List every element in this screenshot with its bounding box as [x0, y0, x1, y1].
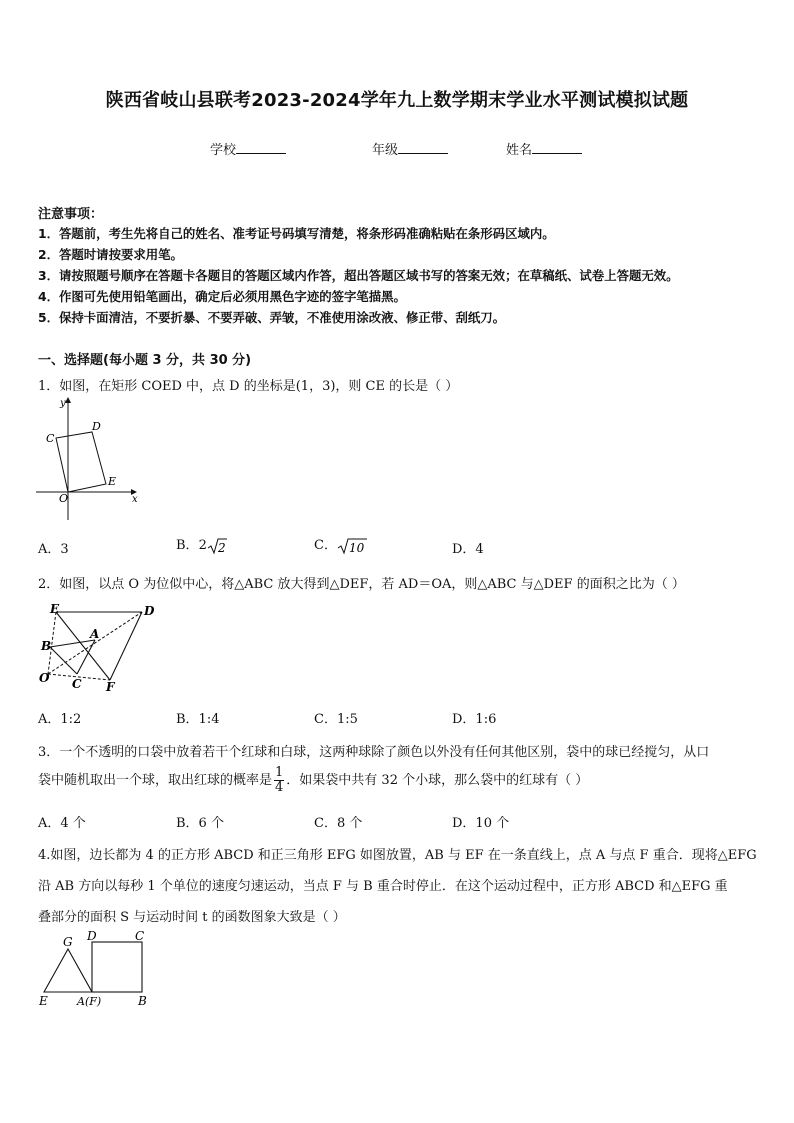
label-d: D	[92, 420, 101, 433]
segment-fe	[56, 612, 110, 680]
label-e: E	[50, 602, 60, 616]
question-1-option-a[interactable]: A．3	[38, 542, 69, 557]
sqrt-symbol	[207, 537, 227, 555]
notice-item: 5．保持卡面清洁，不要折暴、不要弄破、弄皱，不准使用涂改液、修正带、刮纸刀。	[38, 310, 506, 325]
label-f: F	[106, 680, 115, 694]
question-4-figure	[34, 928, 164, 1010]
label-e: E	[39, 994, 48, 1008]
label-o: O	[39, 671, 50, 685]
notice-item: 4．作图可先使用铅笔画出，确定后必须用黑色字迹的签字笔描黑。	[38, 289, 406, 304]
label-e: E	[108, 475, 117, 488]
fraction-numerator: 1	[275, 765, 284, 780]
label-d: D	[144, 604, 155, 618]
section-heading: 一、选择题(每小题 3 分，共 30 分)	[38, 353, 252, 368]
question-3-line-1: 3．一个不透明的口袋中放着若干个红球和白球，这两种球除了颜色以外没有任何其他区别，袋中的球已经搅匀，从口	[38, 745, 710, 760]
label-c: C	[46, 432, 55, 445]
fraction-denominator: 4	[275, 780, 284, 795]
question-3-option-b[interactable]: B．6 个	[176, 816, 224, 831]
label-c: C	[72, 677, 82, 691]
probability-fraction	[274, 766, 284, 795]
question-1-option-b[interactable]	[176, 534, 227, 555]
notice-item: 3．请按照题号顺序在答题卡各题目的答题区域内作答，超出答题区域书写的答案无效；在草稿纸、试卷上答题无效。	[38, 268, 679, 283]
grade-field[interactable]	[372, 139, 448, 158]
label-af: A(F)	[77, 995, 102, 1008]
question-2-figure	[34, 600, 164, 695]
question-2-option-b[interactable]: B．1:4	[176, 712, 220, 727]
question-3-option-d[interactable]: D．10 个	[452, 816, 510, 831]
name-blank[interactable]	[532, 141, 582, 154]
option-b-prefix: B．	[176, 538, 199, 553]
name-field[interactable]	[506, 139, 582, 158]
school-label: 学校	[210, 143, 237, 158]
notice-heading: 注意事项：	[38, 207, 104, 222]
question-3-option-a[interactable]: A．4 个	[38, 816, 86, 831]
triangle-efg	[44, 949, 92, 992]
label-c: C	[135, 929, 145, 943]
exam-title: 陕西省岐山县联考2023-2024学年九上数学期末学业水平测试模拟试题	[105, 90, 689, 111]
sqrt-symbol	[337, 537, 367, 555]
notice-item: 1．答题前，考生先将自己的姓名、准考证号码填写清楚，将条形码准确粘贴在条形码区域内。	[38, 226, 555, 241]
question-3-line-2	[38, 766, 588, 795]
question-3-line-2-before: 袋中随机取出一个球，取出红球的概率是	[38, 773, 273, 788]
label-d: D	[87, 929, 97, 943]
question-1-figure	[34, 394, 144, 524]
label-b: B	[138, 994, 147, 1008]
label-a: A	[90, 627, 100, 641]
question-1-option-c[interactable]	[314, 534, 367, 555]
question-2-text: 2．如图，以点 O 为位似中心，将△ABC 放大得到△DEF，若 AD＝OA，则△ABC 与△DEF 的面积之比为（ ）	[38, 577, 685, 592]
label-g: G	[63, 935, 73, 949]
school-blank[interactable]	[236, 141, 286, 154]
option-b-coef: 2	[198, 538, 207, 553]
option-c-prefix: C．	[314, 538, 337, 553]
rectangle-coed	[56, 432, 106, 492]
question-1-text: 1．如图，在矩形 COED 中，点 D 的坐标是(1，3)，则 CE 的长是（ ）	[38, 379, 459, 394]
question-2-option-c[interactable]: C．1:5	[314, 712, 358, 727]
school-field[interactable]	[210, 139, 286, 158]
question-3-option-c[interactable]: C．8 个	[314, 816, 363, 831]
question-1-option-d[interactable]: D．4	[452, 542, 484, 557]
segment-ba	[50, 640, 95, 647]
grade-blank[interactable]	[398, 141, 448, 154]
label-o: O	[59, 492, 69, 505]
question-4-line-3: 叠部分的面积 S 与运动时间 t 的函数图象大致是（ ）	[38, 910, 346, 925]
option-c-radicand: 10	[348, 540, 365, 555]
label-b: B	[41, 639, 52, 653]
segment-df	[110, 612, 142, 680]
question-2-option-a[interactable]: A．1:2	[38, 712, 82, 727]
question-2-option-d[interactable]: D．1:6	[452, 712, 497, 727]
notice-item: 2．答题时请按要求用笔。	[38, 247, 183, 262]
name-label: 姓名	[506, 143, 533, 158]
label-y: y	[60, 398, 66, 409]
grade-label: 年级	[372, 143, 399, 158]
option-b-radicand: 2	[217, 540, 226, 555]
question-4-line-1: 4.如图，边长都为 4 的正方形 ABCD 和正三角形 EFG 如图放置，AB 与 EF 在一条直线上，点 A 与点 F 重合．现将△EFG	[38, 848, 757, 863]
label-x: x	[132, 494, 138, 505]
question-3-line-2-after: ．如果袋中共有 32 个小球，那么袋中的红球有（ ）	[286, 773, 589, 788]
square-abcd	[92, 942, 142, 992]
question-4-line-2: 沿 AB 方向以每秒 1 个单位的速度匀速运动，当点 F 与 B 重合时停止．在这个运动过程中，正方形 ABCD 和△EFG 重	[38, 879, 728, 894]
